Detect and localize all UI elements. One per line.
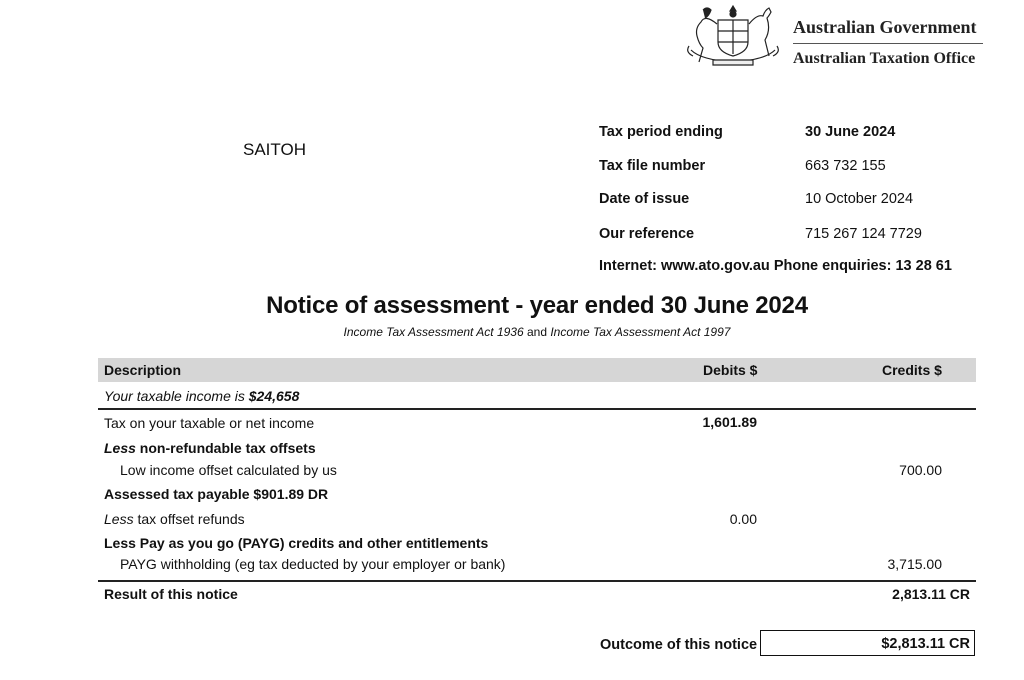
act-1936: Income Tax Assessment Act 1936 [343,325,524,339]
tfn-value: 663 732 155 [805,158,886,174]
assessed-tax-label: Assessed tax payable $901.89 DR [104,486,329,502]
taxable-income-prefix: Your taxable income is [104,388,249,404]
nonrefundable-rest: non-refundable tax offsets [135,440,316,456]
result-label: Result of this notice [104,586,238,602]
tfn-label: Tax file number [599,158,706,174]
table-rule-bottom [98,580,976,582]
column-description: Description [104,362,182,378]
low-income-offset-credit: 700.00 [899,462,942,478]
issue-date-label: Date of issue [599,191,690,207]
payg-withholding-label: PAYG withholding (eg tax deducted by your employer or bank) [120,556,506,572]
office-name: Australian Taxation Office [793,50,976,67]
recipient-name: SAITOH [243,140,306,159]
table-header-bar [98,358,976,382]
less-word: Less [104,440,136,456]
issue-date-value: 10 October 2024 [805,191,914,207]
coat-of-arms-logo [683,2,783,72]
agency-divider [793,43,983,44]
payg-withholding-credit: 3,715.00 [887,556,942,572]
low-income-offset-label: Low income offset calculated by us [120,462,337,478]
tax-period-label: Tax period ending [599,124,723,140]
column-debits: Debits $ [703,362,758,378]
less-word: Less [104,511,134,527]
outcome-value: $2,813.11 CR [881,636,970,652]
reference-label: Our reference [599,226,695,242]
subtitle-and: and [523,325,551,339]
offset-refunds-rest: tax offset refunds [133,511,245,527]
government-name: Australian Government [793,17,977,37]
reference-value: 715 267 124 7729 [805,226,922,242]
notice-subtitle [0,325,1024,339]
act-1997: Income Tax Assessment Act 1997 [550,325,731,339]
tax-on-income-debit: 1,601.89 [702,414,757,430]
result-value: 2,813.11 CR [892,586,970,602]
notice-title: Notice of assessment - year ended 30 June 2024 [266,292,808,319]
table-rule-top [98,408,976,410]
offset-refunds-label [104,511,245,527]
outcome-label: Outcome of this notice [600,637,758,653]
nonrefundable-offsets-header [104,440,316,456]
payg-header: Less Pay as you go (PAYG) credits and other entitlements [104,535,489,551]
taxable-income-value: $24,658 [248,388,300,404]
column-credits: Credits $ [882,362,942,378]
tax-period-value: 30 June 2024 [805,124,896,140]
tax-on-income-label: Tax on your taxable or net income [104,415,315,431]
offset-refunds-debit: 0.00 [729,511,757,527]
taxable-income-row [104,388,299,404]
contact-line: Internet: www.ato.gov.au Phone enquiries: 13 28 61 [599,258,952,274]
